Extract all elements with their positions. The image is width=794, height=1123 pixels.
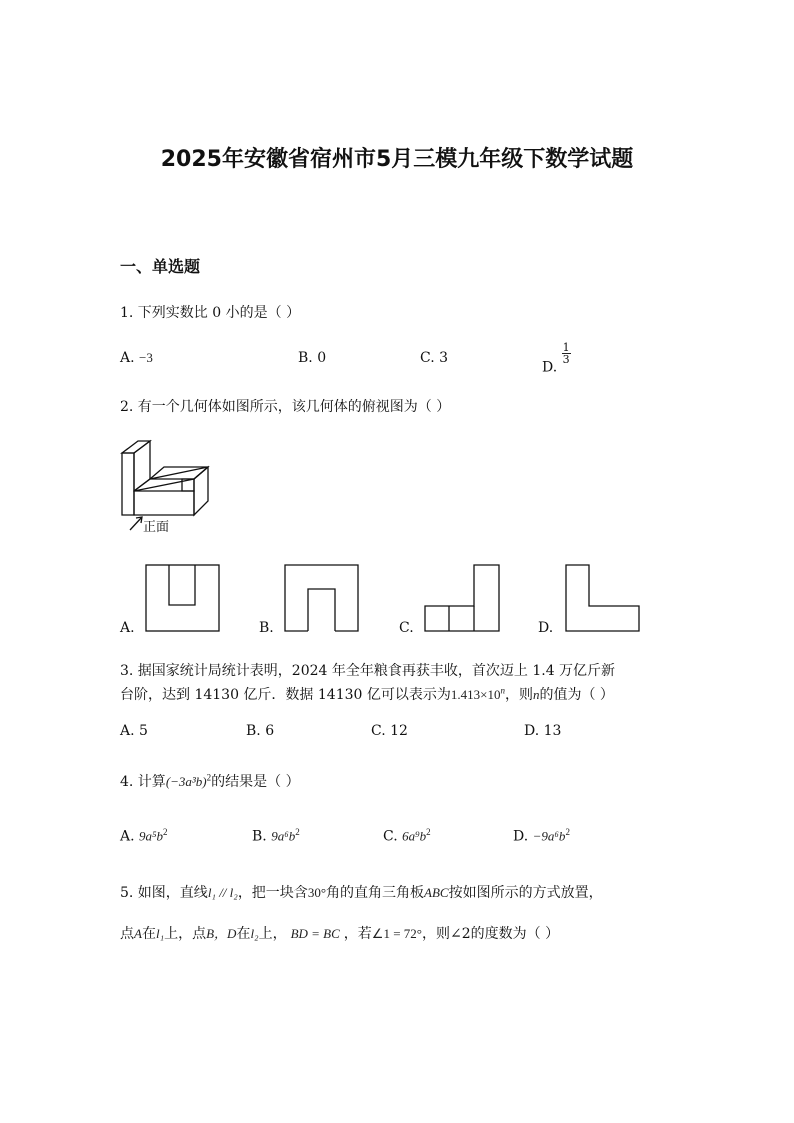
question-1-stem: 1. 下列实数比 0 小的是（ ） xyxy=(120,305,301,321)
section-heading: 一、单选题 xyxy=(120,257,201,276)
q5-text: 上，点 xyxy=(164,926,207,942)
option-value: 3 xyxy=(439,350,449,366)
option-exponent: 2 xyxy=(163,827,168,837)
q3-option-b[interactable]: B. 6 xyxy=(246,723,275,739)
line-l2: l₂ xyxy=(250,926,259,941)
option-label: A. xyxy=(120,828,135,845)
fraction-one-third xyxy=(562,342,571,365)
question-2-stem: 2. 有一个几何体如图所示，该几何体的俯视图为（ ） xyxy=(120,399,451,415)
option-exponent: 2 xyxy=(295,827,300,837)
q5-text: 5. 如图，直线 xyxy=(120,885,208,901)
question-5-line-2 xyxy=(120,923,559,943)
q1-option-d[interactable] xyxy=(542,342,571,376)
q4-option-c[interactable] xyxy=(383,827,431,845)
q4-text: 的结果是（ ） xyxy=(211,774,300,790)
q4-option-b[interactable] xyxy=(252,827,300,845)
q3-option-c[interactable]: C. 12 xyxy=(371,723,408,739)
option-value: 0 xyxy=(317,350,327,366)
q2-option-c-label[interactable]: C. xyxy=(399,620,414,636)
q2-option-a-figure[interactable] xyxy=(144,562,224,634)
q5-text: ，若 xyxy=(343,926,372,942)
option-value: 6a⁹b xyxy=(402,828,427,844)
q4-option-d[interactable] xyxy=(513,827,570,845)
q4-option-a[interactable] xyxy=(120,827,168,845)
points-b-d: B，D xyxy=(206,926,237,941)
q3-option-d[interactable]: D. 13 xyxy=(524,723,562,739)
expression-exponent: 2 xyxy=(206,772,212,783)
angle-30: 30° xyxy=(307,885,327,900)
q5-text: ，把一块含 xyxy=(237,885,308,901)
point-a: A xyxy=(134,926,142,941)
scientific-notation xyxy=(451,687,505,702)
q5-text: 按如图所示的方式放置， xyxy=(448,885,603,901)
fraction-denominator: 3 xyxy=(562,353,570,366)
option-label: C. xyxy=(420,350,435,366)
q5-text: 角的直角三角板 xyxy=(326,885,425,901)
question-4-stem xyxy=(120,771,300,791)
angle-1-value: ∠1 = 72° xyxy=(371,926,422,941)
q5-text: ，则∠2的度数为（ ） xyxy=(421,926,560,942)
parallel-lines: l₁ // l₂ xyxy=(207,885,238,900)
q2-option-b-figure[interactable] xyxy=(283,562,363,634)
q2-option-d-label[interactable]: D. xyxy=(538,620,554,636)
triangle-abc: ABC xyxy=(424,885,449,900)
q5-text: 在 xyxy=(236,926,251,942)
expression-base: (−3a³b) xyxy=(165,774,207,789)
option-label: B. xyxy=(252,828,267,845)
fraction-numerator: 1 xyxy=(562,341,570,354)
option-value: −3 xyxy=(139,350,153,365)
option-exponent: 2 xyxy=(426,827,431,837)
q1-option-b[interactable] xyxy=(298,350,326,366)
q2-option-a-label[interactable]: A. xyxy=(120,620,135,636)
front-view-label: 正面 xyxy=(143,520,170,535)
q3-text: 的值为（ ） xyxy=(539,687,614,703)
question-3-line-2 xyxy=(120,684,614,704)
q3-text: ，则 xyxy=(504,687,533,703)
q5-text: 在 xyxy=(141,926,156,942)
q4-text: 4. 计算 xyxy=(120,774,166,790)
question-5-line-1 xyxy=(120,882,603,902)
option-label: D. xyxy=(513,828,529,845)
option-label: D. xyxy=(542,359,558,376)
option-value: −9a⁶b xyxy=(532,828,566,844)
sci-exponent: n xyxy=(500,685,505,696)
sci-base: 1.413×10 xyxy=(450,687,501,702)
option-label: A. xyxy=(120,350,135,366)
line-l1: l₁ xyxy=(155,926,165,941)
expression xyxy=(166,774,211,789)
question-3-line-1: 3. 据国家统计局统计表明，2024 年全年粮食再获丰收，首次迈上 1.4 万亿斤新 xyxy=(120,663,616,679)
option-value: 9a⁵b xyxy=(139,828,164,844)
option-value: 9a⁶b xyxy=(271,828,296,844)
q5-text: 上， xyxy=(258,926,287,942)
page-title: 2025年安徽省宿州市5月三模九年级下数学试题 xyxy=(160,147,634,172)
q1-option-a[interactable] xyxy=(120,350,153,366)
variable-n: n xyxy=(532,687,540,702)
q3-text: 台阶，达到 14130 亿斤．数据 14130 亿可以表示为 xyxy=(120,687,451,703)
q3-option-a[interactable]: A. 5 xyxy=(120,723,148,739)
q2-option-b-label[interactable]: B. xyxy=(259,620,274,636)
q5-text: 点 xyxy=(120,926,134,942)
equation-bd-bc: BD = BC xyxy=(290,926,340,941)
q1-option-c[interactable] xyxy=(420,350,448,366)
option-exponent: 2 xyxy=(565,827,570,837)
q2-option-d-figure[interactable] xyxy=(563,562,643,634)
option-label: C. xyxy=(383,828,398,845)
q2-option-c-figure[interactable] xyxy=(423,562,503,634)
option-label: B. xyxy=(298,350,313,366)
